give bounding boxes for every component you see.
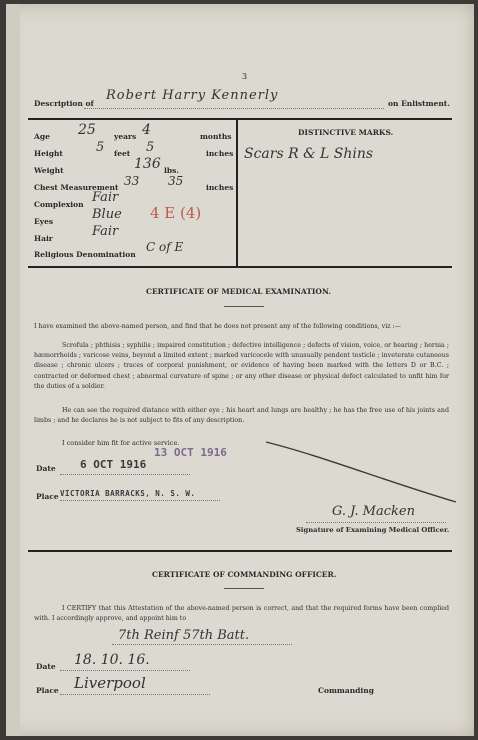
received-date-stamp: 13 OCT 1916 [154, 446, 227, 459]
signature-caption: Signature of Examining Medical Officer. [296, 526, 450, 534]
medical-intro: I have examined the above-named person, and find that he does not present any of the following conditions, viz :— [34, 323, 401, 330]
hair-label: Hair [34, 234, 53, 243]
age-label: Age [34, 132, 50, 141]
commanding-date-rule [60, 670, 190, 671]
chest-label: Chest Measurement [34, 183, 119, 192]
appointed-unit: 7th Reinf 57th Batt. [118, 628, 250, 643]
unit-rule [112, 644, 292, 645]
table-bottom-rule [28, 266, 452, 268]
medical-date-stamp: 6 OCT 1916 [80, 458, 147, 471]
medical-date-label: Date [36, 464, 56, 473]
chest-max: 35 [168, 174, 184, 188]
medical-signature: G. J. Macken [332, 504, 415, 519]
commanding-place-label: Place [36, 686, 59, 695]
hair-value: Fair [92, 224, 119, 239]
commanding-place: Liverpool [74, 674, 146, 692]
lbs-label: lbs. [164, 166, 179, 175]
religion-value: C of E [146, 240, 184, 254]
soldier-name: Robert Harry Kennerly [106, 88, 279, 103]
description-label: Description of [34, 99, 94, 108]
medical-fit: I consider him fit for active service. [62, 439, 180, 447]
commanding-place-rule [60, 694, 210, 695]
complexion-label: Complexion [34, 200, 84, 209]
feet-label: feet [114, 149, 131, 158]
height-feet: 5 [96, 140, 105, 155]
chest-min: 33 [124, 174, 140, 188]
distinctive-value: Scars R & L Shins [244, 146, 374, 162]
eyes-value: Blue [92, 207, 122, 222]
page-edge [6, 4, 20, 736]
years-label: years [114, 132, 137, 141]
table-top-rule [28, 118, 452, 120]
height-inches: 5 [146, 140, 155, 155]
medical-conditions: Scrofula ; phthisis ; syphilis ; impaired constitution ; defective intelligence ; defects of vision, voice, or hearing ; hernia ; hæmorrhoids ; varicose veins, beyond a limited extent ; marked varicocele with unusually pendent testicle ; inveterate cutaneous disease ; chronic ulcers ; traces of corporal punishment, or evidence of having been marked with the letters D or B.C. ; contracted or deformed chest ; abnormal curvature of spine ; or any other disease or physical defect calculated to unfit him for the duties of a soldier. [34, 342, 449, 390]
weight-value: 136 [134, 156, 161, 172]
age-years: 25 [78, 122, 96, 138]
weight-label: Weight [34, 166, 64, 175]
page-number: 3 [242, 72, 248, 81]
commanding-heading: CERTIFICATE OF COMMANDING OFFICER. [152, 570, 337, 579]
religion-label: Religious Denomination [34, 250, 136, 259]
months-label: months [200, 132, 232, 141]
medical-place-rule [60, 500, 220, 501]
description-suffix: on Enlistment. [388, 99, 450, 108]
commanding-label: Commanding [318, 686, 374, 695]
commanding-certify: I CERTIFY that this Attestation of the above-named person is correct, and that the required forms have been complied with. I accordingly approve, and appoint him to [34, 605, 449, 623]
commanding-date: 18. 10. 16. [74, 652, 150, 668]
table-divider [236, 118, 238, 266]
eyes-label: Eyes [34, 217, 54, 226]
chest-inches-label: inches [206, 183, 234, 192]
inches-label: inches [206, 149, 234, 158]
section-rule [28, 550, 452, 552]
medical-date-rule [60, 474, 190, 475]
age-months: 4 [142, 122, 151, 138]
height-label: Height [34, 149, 63, 158]
distinctive-heading: DISTINCTIVE MARKS. [298, 128, 394, 137]
signature-rule [306, 522, 446, 523]
attestation-page [6, 4, 474, 736]
description-rule [84, 108, 384, 109]
commanding-date-label: Date [36, 662, 56, 671]
medical-heading-rule [224, 306, 264, 307]
medical-place-stamp: VICTORIA BARRACKS, N. S. W. [60, 489, 196, 498]
commanding-heading-rule [224, 588, 264, 589]
signature-stroke-icon [262, 436, 462, 508]
complexion-value: Fair [92, 190, 119, 205]
medical-vision: He can see the required distance with either eye ; his heart and lungs are healthy ; he has the free use of his joints and limbs ; and he declares he is not subject to fits of any description. [34, 407, 449, 425]
medical-place-label: Place [36, 492, 59, 501]
eyes-annotation: 4 E (4) [150, 204, 202, 222]
medical-heading: CERTIFICATE OF MEDICAL EXAMINATION. [146, 287, 331, 296]
